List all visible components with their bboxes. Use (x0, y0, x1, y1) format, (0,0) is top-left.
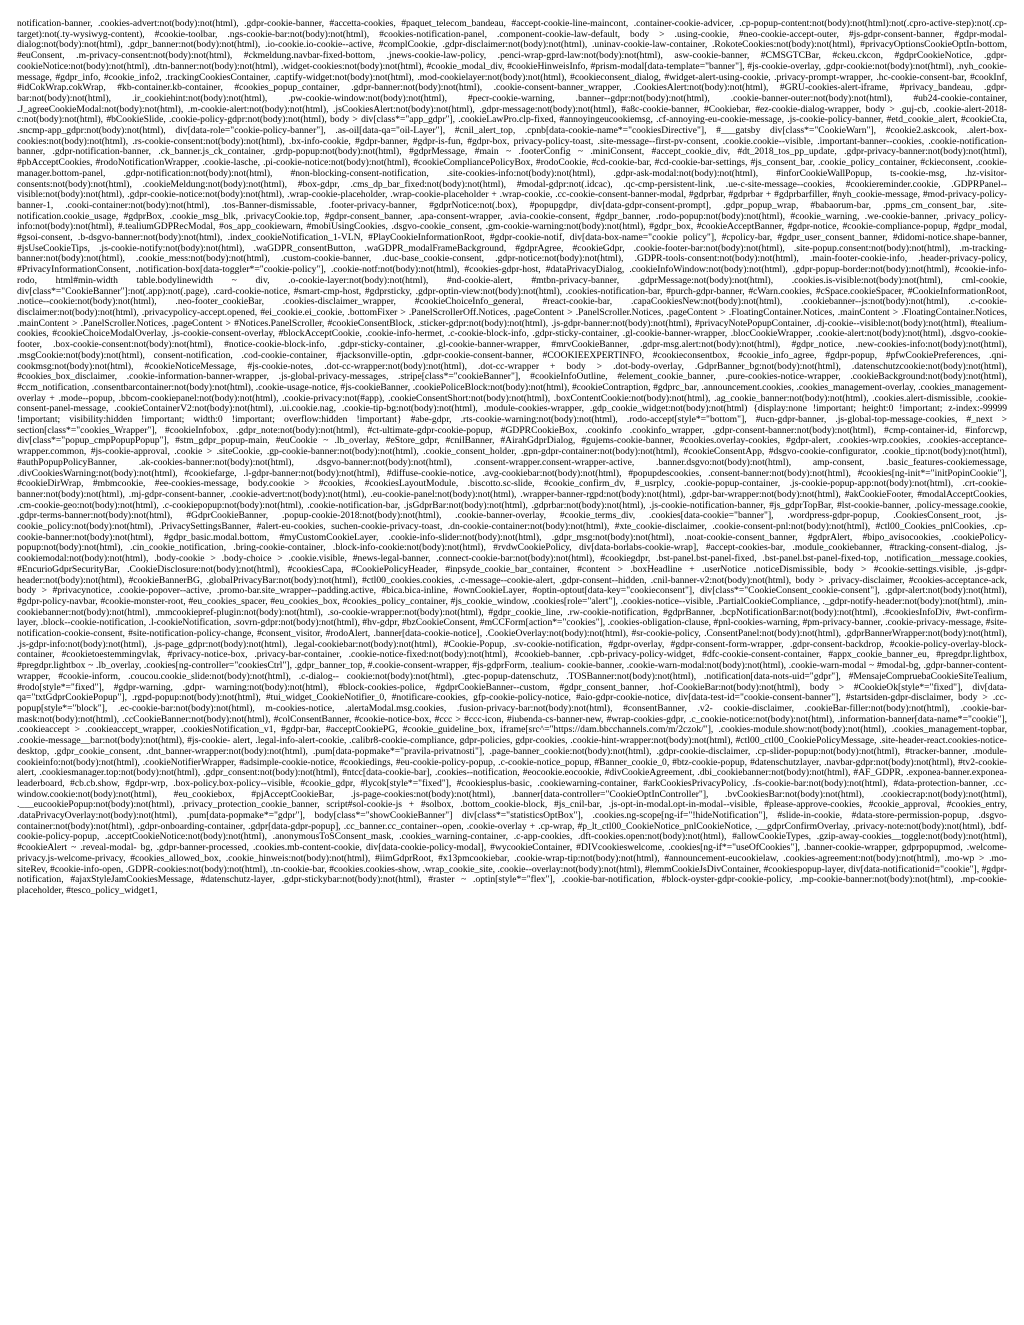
css-selector-list-text: notification-banner, .cookies-advert:not(body):not(html), .gdpr-cookie-banner, #accetta-cookies, #paquet_telecom_bandeau, #accept-cookie-line-maincont, .container-cookie-advicer, .cp-popup-content:not(body):not(html):not(.cpro-active-step):not(.cp-target):not(.ty-wysiwyg-content), #cookie-toolbar, .ngs-cookie-bar:not(body):not(html), #cookies-notification-panel, .component-cookie-law-default, body > .using-cookie, #neo-cookie-accept-outer, #js-gdpr-consent-banner, #gdpr-modal-dialog:not(body):not(html), .gdpr_banner:not(body):not(html), .io-cookie.io-cookie--active, #complCookie, .gdpr-disclaimer:not(body):not(html), .uninav-cookie-law-container, .RokoteCookies:not(body):not(html), #privacyOptionsCookieOptIn-bottom, #euConsent, .m-privacy-consent:not(body):not(html), #ckmeldung.navbar-fixed-bottom, .jnews-cookie-law-policy, .penci-wrap-gprd-law:not(body):not(html), asw-cookie-banner, #CMSGTCBar, #ckeu.ckcon, #gdprCookieNotice, .gdpr-cookieNotice:not(body):not(html), .dtn-banner:not(body):not(html), .widget-cookies:not(body):not(html), #cookie_modal_div, #cookieHinweisInfo, #prism-modal[data-template="banner"], #js-cookie-overlay, .gdpr-cookie:not(body):not(html), .nyh_cookie-message, #gdpr_info, #cookie_info2, .trackingCookiesContainer, .captify-widget:not(body):not(html), .mod-cookielayer:not(body):not(html), #cookieconsent_dialog, #widget-alert-using-cookie, .privacy-prompt-wrapper, .hc-cookie-consent-bar, #cookInf, #idCokWrap.cokWrap, #kb-container.kb-container, #cookies_popup_container, .gdpr-banner:not(body):not(html), .cookie-consent-banner_wrapper, .CookiesAlert:not(body):not(html), #GRU-cookies-alert-iframe, #privacy_bandeau, .gdpr-bar:not(body):not(html), .ir_cookiehint:not(body):not(html), .pw-cookie-window:not(body):not(html), #pecr-cookie-warning, .banner--gdpr:not(body):not(html), .cookie-banner-outer:not(body):not(html), #ub24-cookie-container, .J_agreeCookieModal:not(body):not(html), .m-cookie-alert:not(body):not(html), .jsCookiesAlert:not(body):not(html), .gdpr-message:not(body):not(html), #a8c-cookie-banner, #Cookiebar, #ez-cookie-dialog-wrapper, body > .guj-cb, .cookie-alert-2018-c:not(body):not(html), #bCookieSlide, .cookie-policy-gdpr:not(body):not(html), body > div[class*="app_gdpr"], .cookieLawPro.clp-fixed, #annoyingeucookiemsg, .cf-annoying-eu-cookie-message, .js-cookie-policy-banner, #etd_cookie_alert, #cookieCta, .sncmp-app_gdpr:not(body):not(html), div[data-role="cookie-policy-banner"], .as-oil[data-qa="oil-Layer"], #cnil_alert_top, .cpnb[data-cookie-name*="cookiesDirective"], #___gatsby div[class*="CookieWarn"], #cookie2.askcook, .alert-box-cookies:not(body):not(html), .rs-cookie-consent:not(body):not(html), .bx-info-cookie, #gdpr-banner, #gdpr-is-fun, #gdpr-box, privacy-policy-toast, .site-message--first-pv-consent, .cookie.cookie--visible, .important-banner--cookies, .cookie-notification-banner, .gdpr-notification-banner, .ck_banner.js_ck_container, .grdp-popup:not(body):not(html), #gdprMessage, #main ~ .footerConfig ~ .miniConsent, #accept_cookie_div, #dt_2018_tos_pp_update, .gdpr-privacy-banner:not(body):not(html), #pbAcceptCookies, #rodoNotificationWrapper, .cookie-lasche, .pi-cookie-notice:not(body):not(html), #cookieCompliancePolicyBox, #rodoCookie, #cd-cookie-bar, #cd-cookie-bar-settings, #js_consent_bar, .cookie_policy_container, #ckieconsent, .cookie-manager.bottom-panel, .gdpr-notification:not(body):not(html), #non-blocking-consent-notification, .site-cookies-info:not(body):not(html), .gdpr-ask-modal:not(body):not(html), #inforCookieWallPopup, ts-cookie-msg, .hz-visitor-consents:not(body):not(html), .cookieMeldung:not(body):not(html), #box-gdpr, .cms_dp_bar_fixed:not(body):not(html), #modal-gdpr:not(.idcac), .qc-cmp-persistent-link, .ue-c-site-message--cookies, #cookiereminder.cookie, .GDPRPanel--visible:not(body):not(html), .gdpr-cookie-notice:not(body):not(html), .wrap-cookie-placeholder, .wrap-cookie-placeholder + .wrap-cookie, .cc-cookie-consent-banner-modal, #gdprbar, #gdprbar + #gdprbarfiller, #nyh_cookie-message, #mod-privacy-policy-banner-1, .cooki-container:not(body):not(html), .tos-Banner-dismissable, .footer-privacy-banner, #gdprNotice:not(.box), #popupgdpr, div[data-gdpr-consent-prompt], .gdpr_popup_wrap, #babaorum-bar, .ppms_cm_consent_bar, .site-notification.cookie_usage, #gdprBox, .cookie_msg_blk, .privacyCookie.top, #gdpr-consent_banner, .apa-consent-wrapper, .avia-cookie-consent, #gdpr_banner, .rodo-popup:not(body):not(html), #cookie_warning, .we-cookie-banner, .privacy_policy-info:not(body):not(html), #.tealiumGDPRecModal, #os_app_cookiewarn, #mobiUsingCookies, .dsgvo-cookie_consent, .gm-cookie-warning:not(body):not(html), #gdpr_box, #cookieAcceptBanner, #gdpr-notice, #cookie-compliance-popup, #gdpr_modal, #gsoi-consent, .b-dsgvo-banner:not(body):not(html), .index_cookieNotification_1-VLN, #PlayCookieInformationRoot, #gdpr-cookie-notif, div[data-box-name="cookie policy"], #cpolicy-bar, #gdpr_user_consent_banner, #didomi-notice.shape-banner, #jsUseCookieTips, .js-cookie-notify:not(body):not(html), .waGDPR_consentButton, .waGDPR_modalFrameBackground, #gdprAgree, #cookieGdpr, .cookie-footer-bar:not(body):not(html), .site-popup.consent:not(body):not(html), .m-tracking-banner:not(body):not(html), .cookie_mess:not(body):not(html), .custom-cookie-banner, .duc-base_cookie-consent, .gdpr-notice:not(body):not(html), .GDPR-tools-consent:not(body):not(html), .main-footer-cookie-info, .header-privacy-policy, #PrivacyInformationConsent, .notification-box[data-toggler*="cookie-policy"], .cookie-notf:not(body):not(html), #cookies-gdpr-host, #dataPrivacyDialog, .cookieInfoWindow:not(body):not(html), .gdpr-popup-border:not(body):not(html), #cookie-info-rodo, html#min-width table.bodylinewidth ~ div, .o-cookie-layer:not(body):not(html), #nd-cookie-alert, #mtbn-privacy-banner, .gdprMessage:not(body):not(html), .cookies.is-visible:not(body):not(html), cml-cookie, div[class*="CookieBanner"]:not(.app):not(.page), .card-cookie-notice, #smart-cmp-host, #gdprsticky, .gdpr-optin-view:not(body):not(html), .cookies-notification-bar, #purch-gdpr-banner, #cWarn.cookies, #cSpace.cookieSpacer, #CookieInformationRoot, .notice--cookie:not(body):not(html), .neo-footer_cookieBar, .cookies-disclaimer_wrapper, #cookieChoiceInfo_general, #react-cookie-bar, .capaCookiesNew:not(body):not(html), .cookiebanner--js:not(body):not(html), .c-cookie-disclaimer:not(body):not(html), .privacypolicy-accept.opened, #ei_cookie.ei_cookie, .bottomFixer > .PanelScrollerOff.Notices, .pageContent > .PanelScroller.Notices, .pageContent > .FloatingContainer.Notices, .mainContent > .FloatingContainer.Notices, .mainContent > .PanelScroller.Notices, .pageContent > #Notices.PanelScroller, #cookieConsentBlock, .sticker-gdpr:not(body):not(html), .js-gdpr-banner:not(body):not(html), #privacyNotePopupContainer, .dj-cookie--visible:not(body):not(html), #tealium-cookies, #cookieChoiceModalOverlay, .js-cookie-consent-overlay, #blockAcceptCookie, .cookie-info-hermet, .c-cookie-block-info, .gdpr-sticky-container, .gl-cookie-banner-wrapper, .blocCookieWrapper, .cookie-alert:not(body):not(html), .dsgvo-cookie-footer, .box-cookie-consent:not(body):not(html), #notice-cookie-block-info, .gdpr-sticky-container, .gl-cookie-banner-wrapper, #mrvCookieBanner, .gdpr-msg.alert:not(body):not(html), #gdpr_notice, .new-cookies-info:not(body):not(html), .msgCookie:not(body):not(html), consent-notification, .cod-cookie-container, #jacksonville-optin, .gdpr-cookie-consent-banner, #COOKIEEXPERTINFO, #cookieconsentbox, #cookie_info_agree, #gdpr-popup, #pfwCookiePreferences, .qni-cookmsg:not(body):not(html), #cookieNoticeMessage, #js-cookie-notes, .dot-cc-wrapper:not(body):not(html), .dot-cc-wrapper + body > .dot-body-overlay, .GdprBanner_bg:not(body):not(html), .datenschutzcookie:not(body):not(html), #cookies_box_disclaimer, .cookie-information-banner-wrapper, .js-global-privacy-messages, .stripe[class*="cookieBanner"], #cookieInfoOutline, #element_cookie_banner, .pure-cookies-notice-wrapper, .cookieBackground:not(body):not(html), #ccm_notification, .consentbarcontainer:not(body):not(html), .cookie-usage-notice, #js-cookieBanner, .cookiePoliceBlock:not(body):not(html), #cookieContraption, #gdprc_bar, .announcement.cookies, .cookies_management-overlay, .cookies_management-overlay + .mode--popup, .bbcom-cookiepanel:not(body):not(html), .cookie-privacy:not(#app), .cookieConsentShort:not(body):not(html), .boxContentCookie:not(body):not(html), .ag_cookie_banner:not(body):not(html), .cookies.alert-dismissible, .cookie-consent-panel-message, .cookieContainerV2:not(body):not(html), .ui.cookie.nag, .cookie-tip-bg:not(body):not(html), .module-cookies-wrapper, .gdp_cookie_widget:not(body):not(html) {display:none !important; height:0 !important; z-index:-99999 !important; visibility:hidden !important; width:0 !important; overflow:hidden !important} #abe-gdpr, .rts-cookie-warning:not(body):not(html), .rodo-accept[style*="bottom"], #ucn-gdpr-banner, .js-global-top-message-cookies, #_next > section[class*="cookies_Wrapper"], #cookieInfobox, .gdpr_note:not(body):not(html), #ct-ultimate-gdpr-cookie-popup, #GDPRCookieBox, .cookinfo .cookinfo_wrapper, .gdpr-consent-banner:not(body):not(html), #cmp-container-id, #inforcwp, div[class*="popup_cmpPopupPopup"], #stm_gdpr_popup-main, #euCookie ~ .lb_overlay, #eStore_gdpr, #cnilBanner, #AirahGdprDialog, #gujems-cookie-banner, #cookies.overlay-cookies, #gdpr-alert, .cookies-wrp.cookies, .cookies-acceptance-wrapper.common, #js-cookie-approval, .cookie > .siteCookie, .gp-cookie-banner:not(body):not(html), .cookie_consent_holder, .gpn-gdpr-container:not(body):not(html), #cookieConsentApp, #dsgvo-cookie-configurator, .cookie_tip:not(body):not(html), #authPopupPolicyBanner, .ak-cookies-banner:not(body):not(html), .dsgvo-banner:not(body):not(html), .consent-wrapper.consent-wrapper-active, .banner.dsgvo:not(body):not(html), amp-consent, .basic_features-cookiemessage, .divCookiesWarning:not(body):not(html), #cookiefarge, .l-gdpr-banner:not(body):not(html), #diffuse-cookie-notice, .avg-cookiebar:not(body):not(html), #popupdescookies, .consent-banner:not(body):not(html), #cookies[ng-init*="initPopinCookie"], #cookieDirWrap, #mbmcookie, #ee-cookies-message, body.cookie > #cookies, #cookiesLayoutModule, .biscotto.sc-slide, #cookie_confirm_dv, #_usrplcy, .cookie-popup-container, .js-cookie-popup-app:not(body):not(html), .crt-cookie-banner:not(body):not(html), .mj-gdpr-consent-banner, .cookie-advert:not(body):not(html), .eu-cookie-panel:not(body):not(html), .wrapper-banner-rgpd:not(body):not(html), .gdpr-bar-wrapper:not(body):not(html), #akCookieFooter, #modalAcceptCookies, .cm-cookie-geo:not(body):not(html), .c-cookiepopup:not(body):not(html), .cookie-notification-bar, .jsGdprBar:not(body):not(html), .gdprbar:not(body):not(html), .js-cookie-notification-banner, #js_gdprTopBar, #lst-cookie-banner, .policy-message.cookie, .gdpr-terms-banner:not(body):not(html), #GdprCookieBanner, .popup-cookie-2018:not(body):not(html), .cookie-banner-overlay, #cookie_terms_div, .cookies[data-cookie="banner"], .wordpress-gdpr-popup, .CookiesConsent_root, .js-cookie_policy:not(body):not(html), .PrivacySettingsBanner, #alert-eu-cookies, suchen-cookie-privacy-toast, .dn-cookie-container:not(body):not(html), #xte_cookie-disclaimer, .cookie-consent-pnl:not(body):not(html), #ctl00_Cookies_pnlCookies, .cp-cookie-banner:not(body):not(html), #gdpr_basic.modal.bottom, #myCustomCookieLayer, .cookie-info-slider:not(body):not(html), .gdpr_msg:not(body):not(html), .noat-cookie-consent_banner, #gdprAlert, #bipo_avisocookies, .cookiePolicy-popup:not(body):not(html), .cin_cookie_notification, .bring-cookie-container, .block-info-cookie:not(body):not(html), #rvdwCookiePolicy, div[data-borlabs-cookie-wrap], #accept-cookies-bar, .module_cookiebanner, #tracking-consent-dialog, .js-cookiemodal:not(body):not(html), .body-cookie > .body-choice > .cookie.visible, #news-legal-banner, .connect-cookie-bar:not(body):not(html), #cookiegdpr, .bst-panel.bst-panel-fixed, .bst-panel.bst-panel-fixed-top, .notification__message.cookies, #EncurioGdprSecurityBar, .CookieDisclosure:not(body):not(html), #cookiesCapa, #CookiePolicyHeader, #inpsyde_cookie_bar_container, #content > .boxHeadline + .userNotice .noticeDismissible, body > #cookie-settings.visible, .js-gdpr-header:not(body):not(html), #cookieBannerBG, .globalPrivacyBar:not(body):not(html), #ctl00_cookies.cookies, .c-message--cookie-alert, .gdpr-consent--hidden, .cnil-banner-v2:not(body):not(html), body > .privacy-disclaimer, #cookies-acceptance-ack, body > #privacynotice, .cookie-popover--active, .promo-bar.site_wrapper--padding.active, #bica.bica-inline, #ownCookieLayer, #optin-optout[data-key="cookieconsent"], div[class*="CookieConsent_cookie-consent"], .gdpr-alert:not(body):not(html), #gdpr-policy-navbar, #cookie-monster-root, #eu_cookies_spacer, #eu_cookies_box, #cookies_policy_container, #js_cookie_window, .cookies[role="alert"], .cookies-notice--visible, .PartialCookieCompliance, ._gdpr-notify-header:not(body):not(html), .min-cookiebanner:not(body):not(html), .mmcookiepref-plugin:not(body):not(html), .so-cookie-wrapper:not(body):not(html), #gdpr_cookie_line, .rw-cookie-notification, #gdprBanner, .bcpNotificationBar:not(body):not(html), .#cookiesInfoDiv, #wt-confirm-layer, .block--cookie-notification, .l-cookieNotification, .sovrn-gdpr:not(body):not(html), #hv-gdpr, #bzCookieConsent, #mCCForm[action*="cookies"], .cookies-obligation-clause, #pnl-cookies-warning, #pm-privacy-banner, .cookie-privacy-message, #site-notification-cookie-consent, #site-notification-policy-change, #consent_visitor, #rodoAlert, .banner[data-cookie-notice], .CookieOverlay:not(body):not(html), #sr-cookie-policy, .ConsentPanel:not(body):not(html), .gdprBannerWrapper:not(body):not(html), .js-gdpr-info:not(body):not(html), .js-page_gdpr:not(body):not(html), .legal-cookiebar:not(body):not(html), #Cookie-Popup, .sv-cookie-notification, #gdpr-overlay, #gdpr-consent-form-wrapper, .gdpr-consent-backdrop, #cookie-policy-overlay-block-container, #cookietoestemmingvlak, #privacy-notice-box, .privacy-bar-container, .cookie-notice-fixed:not(body):not(html), #cookieb-banner, .cpb-privacy-policy-widget, #dfc-cookie-consent-container, #appx_cookie_banner_eu, #pregdpr.lightbox, #pregdpr.lightbox ~ .lb_overlay, .cookies[ng-controller="cookiesCtrl"], .gdpr_banner_top, #.cookie-consent-wrapper, #js-gdprForm, .tealium- cookie-banner, .cookie-warn-modal:not(body):not(html), .cookie-warn-modal ~ #modal-bg, .gdpr-banner-content-wrapper, #cookie-inform, .coucou.cookie_slide:not(body):not(html), .c-dialog-- cookie:not(body):not(html), .gtec-popup-datenschutz, .TOSBanner:not(body):not(html), .notification[data-nots-uid="gdpr"], #MensajeCompruebaCookieSiteTealium, #rodo[style*="fixed"], #gdpr-warning, .gdpr- warning:not(body):not(html), #block-cookies-police, #gdprCookieBanner--custom, #gdpr_consent_banner, .hof-CookieBar:not(body):not(html), body > #CookieOk[style*="fixed"], div[data- qa="txtGdprCookiePopup"], .rgpd-popup:not(body):not(html), #tui_widget_CookieNotifier_0, #notificare-cookies, gfp-cookie-policy-notice, #aio-gdpr-cookie-notice, div[data-test-id="cookie-consent-banner"], #startsiden-gdpr-disclaimer, body > .cc-popup[style*="block"], .ec-cookie-bar:not(body):not(html), m-cookies-notice, .alertaModal.msg.cookies, .fusion-privacy-bar:not(body):not(html), #consentBanner, .v2- cookie-disclaimer, .cookieBar-filler:not(body):not(html), .cookie-bar-mask:not(body):not(html), .ccCookieBanner:not(body):not(html), #colConsentBanner, #cookie-notice-box, #ccc > #ccc-icon, #iubenda-cs-banner-new, #wrap-cookies-gdpr, .c_cookie-notice:not(body):not(html), .information-banner[data-name*="cookie"], .cookieaccept > .cookieaccept_wrapper, .cookiesNotification_v1, #gdpr-bar, #acceptCookiePG, #cookie_guideline_box, iframe[src^="https://dam.bbcchannels.com/m/2czok/"], .cookies-module.show:not(body):not(html), .cookies_management-topbar, .cookie-message__bar:not(body):not(html), #js-cookie- alert, .legal-info-alert-cookie, .calibr8-cookie-compliance, gdpr-policies, gdpr-cookies, .cookie-hint-wrapper:not(body):not(html), #ctl00_ctl00_CookiePolicyMessage, .site-header-react.cookies-notice-desktop, .gdpr_cookie_consent, .dnt_banner-wrapper:not(body):not(html), .pum[data-popmake*="pravila-privatnosti"], .page-banner_cookie:not(body):not(html), .gdpr-cookie-disclaimer, .cp-slider-popup:not(body):not(html), #tracker-banner, .module-cookieinfo:not(body):not(html), .cookieNotifierWrapper, #adsimple-cookie-notice, #cookiedings, #eu-cookie-policy-popup, .c-cookie-notice_popup, #Banner_cookie_0, #btz-cookie-popup, #datenschutzlayer, .navbar-gdpr:not(body):not(html), #tv2-cookie-alert, .cookiesmanager.top:not(body):not(html), .gdpr_consent:not(body):not(html), #ntcc[data-cookie-bar], .cookies--notification, #eocookie.eocookie, #divCookieAgreement, .dbi_cookiebanner:not(body):not(html), #AF_GDPR, .exponea-banner.exponea-leaderboard, #cb.cb.show, #gdpr-wrp, .box-policy.box-policy--visible, #cookie_gdpr, #lycok[style*="fixed"], #cookiesplus-basic, .cookiewarning-container, #arkCookiesPrivacyPolicy, .fs-cookie-bar:not(body):not(html), #data-protection-banner, .cc-window.cookie:not(body):not(html), #eu_cookiebox, #pjAcceptCookieBar, .js-page-cookies:not(body):not(html), .banner[data-controller="CookieOptInController"], .bvCookiesBar:not(body):not(html), .cookiecrap:not(body):not(html), .___eucookiePopup:not(body):not(html), .privacy_protection_cookie_banner, script#sol-cookie-js + #solbox, .bottom_cookie-block, #js_cnil-bar, .js-opt-in-modal.opt-in-modal--visible, #please-approve-cookies, #cookie_approval, #cookies_entry, .dataPrivacyOverlay:not(body):not(html), .pum[data-popmake*="gdpr"], body[class*="showCookieBanner"] div[class*="statisticsOptBox"], .cookies.ng-scope[ng-if="!hideNotification"], #slide-in-cookie, #data-store-permission-popup, .dsgvo-container:not(body):not(html), .gdpr-onboarding-container, .gdpr[data-gdpr-popup], .cc_banner.cc_container--open, .cookie-overlay + .cp-wrap, #p_lt_ctl00_CookieNotice_pnlCookieNotice, .__gdprConfirmOverlay, .privacy-note:not(body):not(html), .bdf-cookie-policy-popup, .acceptCookieNotice:not(body):not(html), .anonymousToSConsent_mask, .cookies_warning-container, .c-app-cookies, .dft-cookies.open:not(body):not(html), #allowCookieTypes, .gzip-away-cookies__toggle:not(body):not(html), #cookieAlert ~ .reveal-modal- bg, .gdpr-banner-processed, .cookies.mb-content-cookie, div[data-cookie-policy-modal], #wycookieContainer, #DIVcookieswelcome, .cookies[ng-if*="useOfCookies"], .banner-cookie-wrapper, gdprpopupmod, .welcome-privacy.js-welcome-privacy, #cookies_allowed_box, .cookie_hinweis:not(body):not(html), #iimGdprRoot, #x13pmcookiebar, .cookie-wrap-tip:not(body):not(html), #announcement-eucookielaw, .cookies-agreement:not(body):not(html), .mo-wp > .mo-siteRev, #cookie-info-open, .GDPR-cookies:not(body):not(html), .tn-cookie-bar, #cookies.cookies-show, .wrap_cookie_site, .cookie--overlay:not(body):not(html), #lemmCookieJsDivContainer, #cookiespopup-layer, div[data-notificationid="cookie"], #gdpr-notification, #ajaxStyleJamCookiesMessage, #datenschutz-layer, .gdpr-stickybar:not(body):not(html), #raster ~ .optin[style*="flex"], .cookie-bar-notification, #block-oyster-gdpr-cookie-policy, .mp-cookie-banner:not(body):not(html), .mp-cookie-placeholder, #tesco_policy_widget1, (17, 19, 1007, 896)
document-page (17, 19, 1007, 1299)
